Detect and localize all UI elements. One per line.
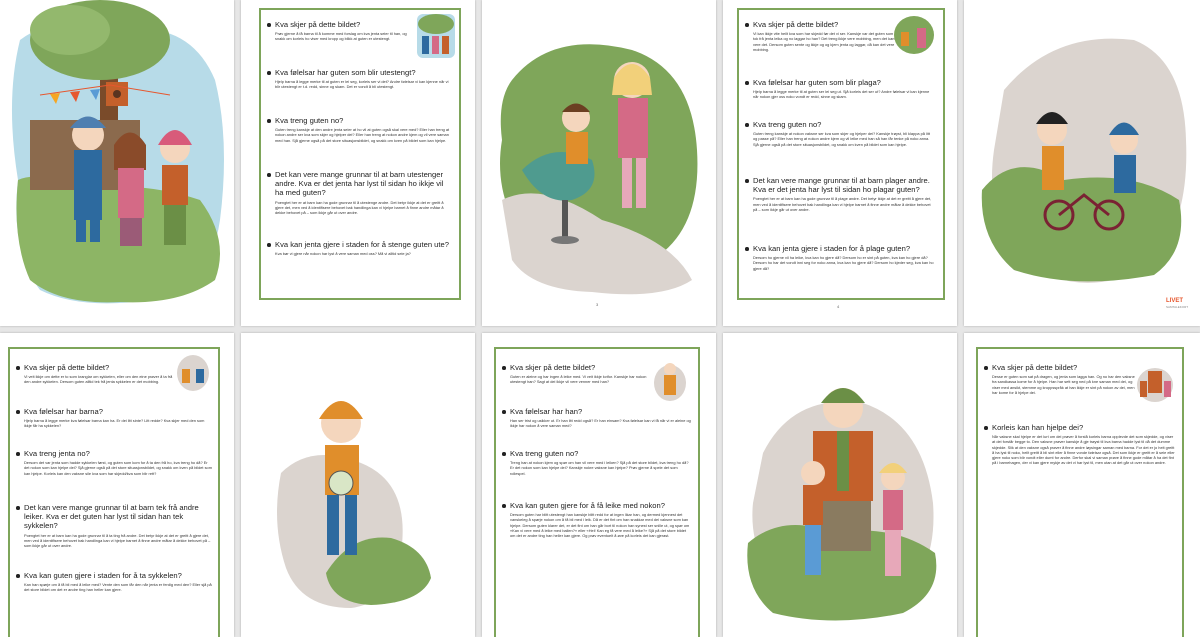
illustration-adult-helping-children <box>723 333 957 637</box>
questions-list <box>745 78 935 100</box>
page-4[interactable] <box>723 0 957 326</box>
questions-list <box>16 407 212 429</box>
illustration-girl-and-boy-on-dragon <box>482 0 716 326</box>
page-6[interactable] <box>0 333 234 637</box>
question-heading: Kva skjer på dette bildet? <box>267 20 417 29</box>
thumbnail-illustration <box>417 14 455 58</box>
question-answer: Poengtet her er at barn kan ha gode grunnar til å plage andre. Det betyr ikkje at det er greitt å gjere det, men ved å identifisere behovet bak handlinga kan vi hjelpe barnet å finne andre måtar å dekke behovet på – som ikkje går ut over andre. <box>753 196 932 212</box>
questions-list <box>16 503 212 548</box>
question-heading: Kva treng jenta no? <box>16 449 212 458</box>
questions-list <box>745 120 935 147</box>
question-answer: Guten treng kanskje at nokon vaksne ser kva som skjer og hjelper dei? Kanskje trøyst, bli klappa på litt og passe på? Eller han treng at nokon andre kjem og vil leike med han så han får tenke på noko anna. Sjå gjerne også på det store situasjonsbildet, og snakk om kven på bildet som kan hjelpe. <box>753 131 930 147</box>
page-1[interactable] <box>0 0 234 326</box>
question-heading: Kva følelsar har guten som blir plaga? <box>745 78 935 87</box>
question-heading: Det kan vere mange grunnar til at barn tek frå andre leiker. Kva er det guten har lyst til sidan han tek sykkelen? <box>16 503 212 531</box>
brand-logo-subtitle: SAMTALEKORT <box>1166 305 1189 309</box>
question-answer: Hjelp barna å legge merke til at guten ser lei seg ut. Sjå korleis det ser ut? Andre følelsar vi kan kjenne når nokon gjer oss noko vondt er redd, sinne og skam. <box>753 89 930 100</box>
question-answer: Kan han spørje om å få bli med å leike med? Vente den som får den når jenta er ferdig med den? Eller sjå på det store bildet om det er andre ting han heller kan gjere. <box>24 582 212 593</box>
questions-list <box>984 363 1136 395</box>
questions-list <box>502 501 692 538</box>
question-heading: Kva skjer på dette bildet? <box>16 363 176 372</box>
questions-list <box>16 571 212 593</box>
question-answer: Poengtet her er at barn kan ha gode grunnar til å ta ting frå andre. Det betyr ikkje at det er greitt å gjere det, men ved å identifisere behovet bak handlinga kan vi hjelpe barnet å finne andre måtar å dekke behovet på – som ikkje går ut over andre. <box>24 532 211 549</box>
questions-list <box>745 20 895 52</box>
question-heading: Det kan vere mange grunnar til at barn plager andre. Kva er det jenta har lyst til sidan ho plagar guten? <box>745 176 935 194</box>
question-answer: Han ser trist og usikker ut. Er han litt redd også? Er han einsam? Kva følelsar kan vi få når vi er aleine og ikkje har nokon å vere saman med? <box>510 418 691 429</box>
question-answer: Vi kan ikkje vite heilt kva som har skjedd før det vi ser. Kanskje var det guten som tok frå jenta leika og no laggar ho han? Det treng ikkje vere mobbing, men det kan vere det. Dersom guten sente og ikkje og og kjem jenta og laggar, då kan det vere mobbing. <box>753 31 895 52</box>
questions-list <box>267 20 417 42</box>
question-heading: Korleis kan han hjelpe dei? <box>984 423 1176 432</box>
thumbnail-illustration <box>176 353 210 393</box>
question-answer: Kva bør vi gjere når nokon har lyst å vere saman med oss? Må vi alltid seie ja? <box>275 251 411 257</box>
questions-list <box>267 170 453 215</box>
thumbnail-illustration <box>1136 359 1174 403</box>
question-heading: Kva treng guten no? <box>267 116 453 125</box>
question-heading: Kva følelsar har guten som blir utestengt? <box>267 68 453 77</box>
question-heading: Kva kan guten gjere i staden for å ta sykkelen? <box>16 571 212 580</box>
question-heading: Kva kan guten gjere for å få leike med nokon? <box>502 501 692 510</box>
questions-list <box>502 407 692 429</box>
page-8[interactable] <box>482 333 716 637</box>
questions-list <box>267 240 453 256</box>
question-heading: Kva skjer på dette bildet? <box>984 363 1136 372</box>
questions-list <box>745 176 935 212</box>
question-answer: Hjelp barna å legge merke til at guten er lei seg, korleis ser vi det? Andre følelsar vi kan kjenne når vi blir utestengt er t.d. redd, sinne og skam. Det er vondt å bli utestengt. <box>275 79 449 90</box>
question-heading: Kva treng guten no? <box>502 449 692 458</box>
question-answer: Guten er aleine og har ingen å leike med. Vi veit ikkje kvifor. Kanskje har nokon utestengt han? Sagt at dei ikkje vil vere venner med han? <box>510 374 647 385</box>
illustration-boy-alone-with-ball <box>241 333 475 637</box>
question-heading: Det kan vere mange grunnar til at barn utestenger andre. Kva er det jenta har lyst til sidan ho ikkje vil ha med guten? <box>267 170 453 198</box>
thumbnail-illustration <box>652 357 688 403</box>
thumbnail-illustration <box>893 14 935 56</box>
question-heading: Kva skjer på dette bildet? <box>502 363 652 372</box>
question-answer: Desse er guten som sat på dragen, og jenta som lagga han. Og no har den vaksne fra sandkassa kome for å hjelpe. Han har sett seg ned på kne saman med dei, og viser med ansikt, stemme og kroppsspråk at han ikkje er sint på nokon av dei, men har kome for å hjelpe dei. <box>992 374 1135 395</box>
page-2[interactable] <box>241 0 475 326</box>
page-10[interactable] <box>964 333 1200 637</box>
page-3[interactable] <box>482 0 716 326</box>
illustration-three-children <box>0 0 234 326</box>
question-heading: Kva treng guten no? <box>745 120 935 129</box>
page-number: 4 <box>837 304 840 309</box>
question-answer: Når vaksne skal hjelpe er det lurt om dei prøver å forstå korleis barna opplevde det som skjedde, og viser at dei forstår begge to. Den vaksne prøver kanskje å gje trøyst til kva barna hadde lyst til då det dumme skjedde. Slik at den vaksne også prøver å finne andre løysingar saman med barna. For det er jo heit greitt å ha lyst til noko, heilt greitt å bli sint eller å finne vonde følelsar også. Det som ikkje er greitt er å seie eller gjere noko som blir vondt eller dumt for andre. Derfor skal vi saman prøve å finne gode måtar å ha det fint på i barnehagen, der vi kan gjere mykje av det vi har lyst til, men utan at det går ut over nokon andre. <box>992 434 1175 466</box>
question-answer: Guten treng kanskje at den andre jenta seier at ho vil at guten også skal vere med? Eller han treng at nokon andre ser kva som skjer og hjelper dei? Eller han treng at nokon andre kjem og vil vere saman med han. Sjå gjerne også på det store situasjonsbildet, og snakk om kven på bildet som kan hjelpe. <box>275 127 450 143</box>
question-heading: Kva følelsar har barna? <box>16 407 212 416</box>
question-heading: Kva følelsar har han? <box>502 407 692 416</box>
page-7[interactable] <box>241 333 475 637</box>
question-answer: Poengtet her er at barn kan ha gode grunnar til å utestenge andre. Det betyr ikkje at det er greitt å gjere det, men ved å identifisere behovet bak handlinga kan vi hjelpe barnet å finne andre måtar å dekke behovet på – som ikkje går ut over andre. <box>275 199 444 216</box>
question-answer: Treng han at nokon kjem og spør om han vil vere med i leiken? Sjå på det store bildet, kva treng ho då? Er det nokon som kan hjelpe dei? Kanskje nokre vaksne kan hjelpe? Prøv gjerne å spele det som rollespel. <box>510 460 689 476</box>
questions-list <box>267 116 453 143</box>
question-heading: Kva skjer på dette bildet? <box>745 20 895 29</box>
questions-list <box>267 68 453 90</box>
questions-list <box>502 363 652 385</box>
questions-list <box>502 449 692 476</box>
question-answer: Hjelp barna å legge merke kva følelsar barna kan ha. Er dei litt sinte? Litt redde? Kva skjer med den som ikkje får ha sykkelen? <box>24 418 205 429</box>
question-heading: Kva kan jenta gjere i staden for å plage guten? <box>745 244 935 253</box>
illustration-children-with-bicycle <box>964 0 1200 326</box>
page-number: 3 <box>596 302 599 307</box>
questions-list <box>745 244 935 271</box>
question-answer: Dersom det var jenta som hadde sykkelen først, og guten som kom for å ta den frå ho, kva treng ho då? Er det nokon som kan hjelpe dei? Sjå gjerne også på det store situasjonsbildet, og snakk om kven på bildet som kan hjelpe. Korleis kan den vaksne sile kva som har skjedd/kva som blir rett? <box>24 460 212 476</box>
question-answer: Dersom guten har blitt utestengt han kanskje blitt redd for at ingen likar han, og dermed kjennest det vanskeleg å spørje nokon om å få bli med i leik. Då er det fint om han snakkar med dei vaksne som kan hjelpe. Dersom guten klarer det, er det fint om han går bort til nokon han synest ser snille ut, og spør om «Kan vi vere med å leike med ballen?» eller «Hei! Kan eg få vere med å leike?» Sjå på det store bildet om det er andre ting han heller kan gjere. Og prøv eventuelt å øve på korleis det kan gjerast. <box>510 512 690 539</box>
question-answer: Dersom ho gjerne vil ha leike, kva kan ho gjere då? Dersom ho er sint på guten, kva kan ho gjere då? Dersom ho har det vondt inni seg for noko anna, kva kan ho gjere då? Dersom ho kjeder seg, kva kan ho gjere då? <box>753 255 934 271</box>
question-heading: Kva kan jenta gjere i staden for å stenge guten ute? <box>267 240 453 249</box>
page-9[interactable] <box>723 333 957 637</box>
page-5[interactable] <box>964 0 1200 326</box>
questions-list <box>984 423 1176 465</box>
questions-list <box>16 449 212 476</box>
questions-list <box>16 363 176 385</box>
brand-logo: LIVET <box>1166 298 1184 304</box>
question-answer: Prøv gjerne å få barna til å komme med forslag om kva jenta seier til han, og snakk om korleis ho viser med kropp og blikk at guten er utestengt. <box>275 31 407 42</box>
question-answer: Vi veit ikkje om dette er to som kranglar om sykkelen, eller om den eine prøver å ta frå den andre sykkelen. Dersom guten alltid tek frå jenta sykkelen er det mobbing. <box>24 374 173 385</box>
